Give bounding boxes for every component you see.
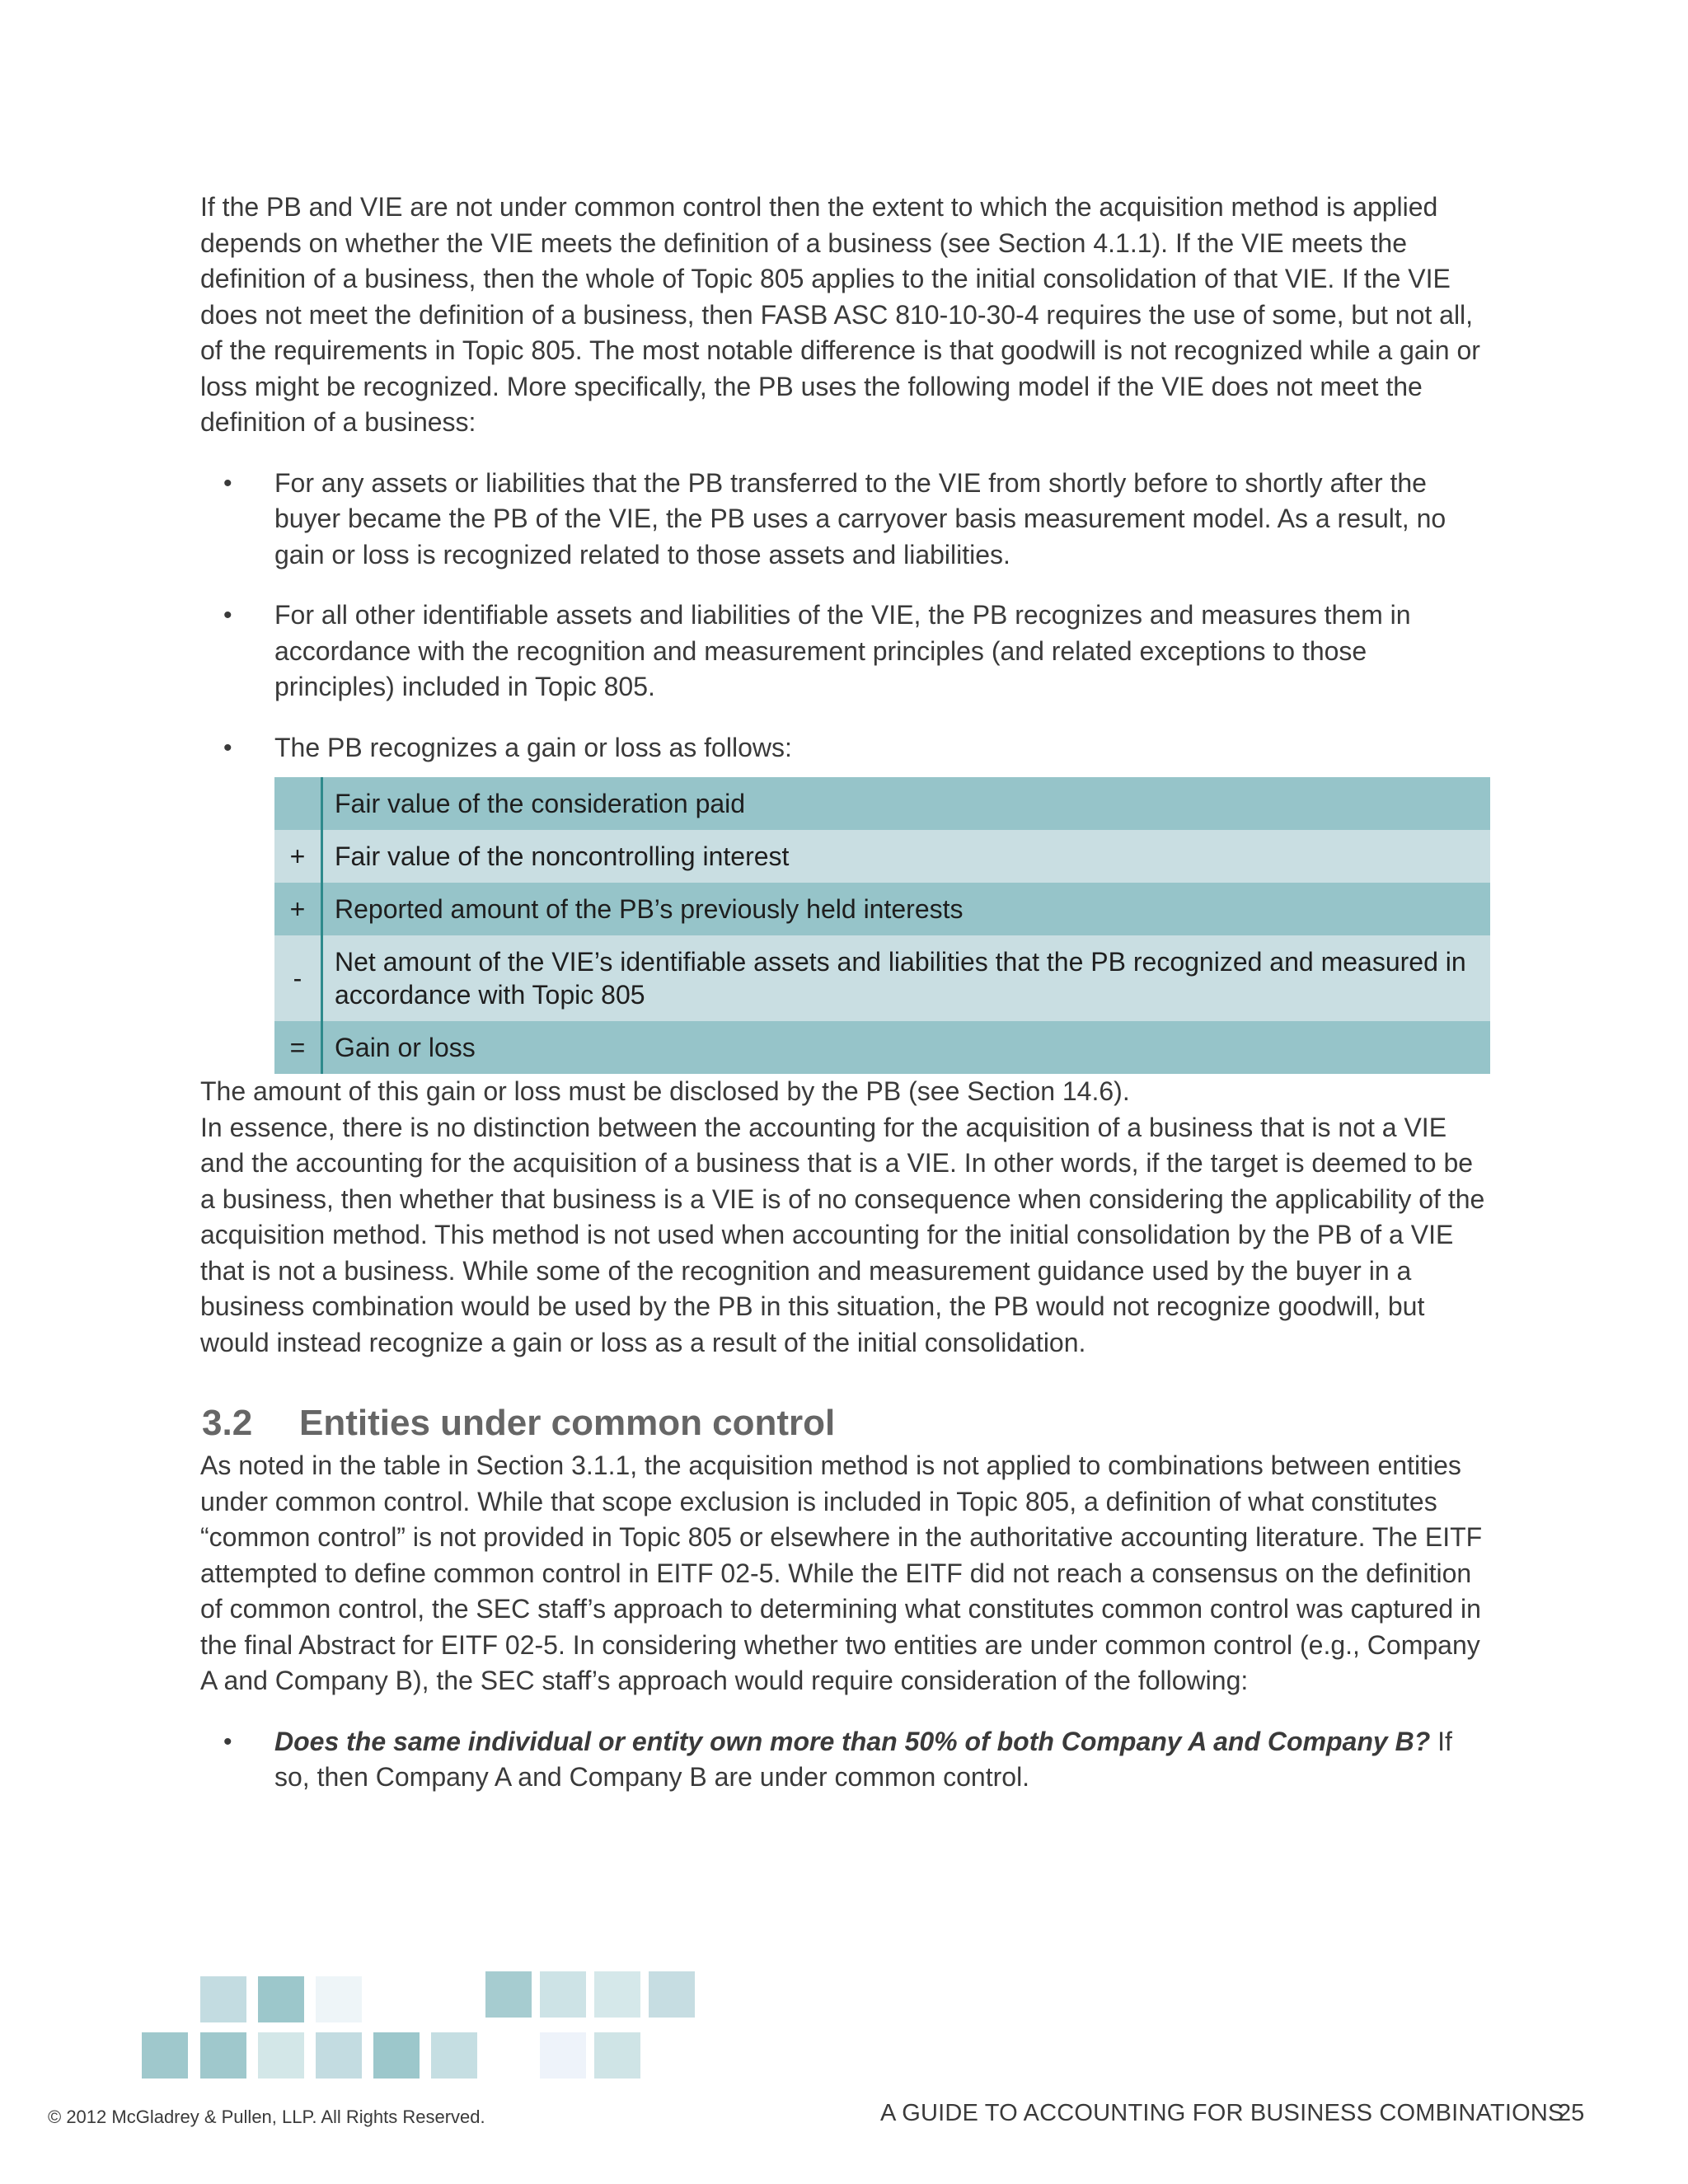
bullet-icon: • [223,733,232,762]
guide-title: A GUIDE TO ACCOUNTING FOR BUSINESS COMBINATIONS [880,2100,1564,2126]
decor-square [373,2032,420,2079]
model-bullet-list [200,466,1490,766]
decor-square [316,1976,362,2022]
section-title: Entities under common control [299,1403,836,1443]
bullet-icon: • [223,469,232,497]
intro-paragraph: If the PB and VIE are not under common control then the extent to which the acquisition method is applied depends on whether the VIE meets the definition of a business (see Section 4.1.1). If the VIE meets the definition of a business, then the whole of Topic 805 applies to the initial consolidation of that VIE. If the VIE does not meet the definition of a business, then FASB ASC 810-10-30-4 requires the use of some, but not all, of the requirements in Topic 805. The most notable difference is that goodwill is not recognized while a gain or loss might be recognized. More specifically, the PB uses the following model if the VIE does not meet the definition of a business: [200,192,1480,437]
operator-cell: + [274,883,322,935]
copyright-notice: © 2012 McGladrey & Pullen, LLP. All Rights Reserved. [48,2107,485,2127]
bullet-question: Does the same individual or entity own more than 50% of both Company A and Company B? [274,1726,1431,1756]
bullet-text: The PB recognizes a gain or loss as follows: [274,732,792,762]
row-text: Gain or loss [322,1021,1491,1074]
decor-square [200,1976,246,2022]
decor-square [142,2032,188,2079]
row-text: Reported amount of the PB’s previously held interests [322,883,1491,935]
table-row [274,830,1490,883]
bullet-text: For all other identifiable assets and liabilities of the VIE, the PB recognizes and measures them in accordance with the recognition and measurement principles (and related exceptions to those principles) included in Topic 805. [274,600,1411,701]
section-heading [200,1399,1490,1448]
decor-square [594,1971,640,2018]
operator-cell: = [274,1021,322,1074]
decor-square [316,2032,362,2079]
essence-paragraph: In essence, there is no distinction between the accounting for the acquisition of a business that is not a VIE and the accounting for the acquisition of a business that is a VIE. In other words, if the target is deemed to be a business, then whether that business is a VIE is of no consequence when considering the applicability of the acquisition method. This method is not used when accounting for the initial consolidation by the PB of a VIE that is not a business. While some of the recognition and measurement guidance used by the buyer in a business combination would be used by the PB in this situation, the PB would not recognize goodwill, but would instead recognize a gain or loss as a result of the initial consolidation. [200,1112,1485,1357]
table-row [274,935,1490,1021]
table-row [274,777,1490,830]
decor-square [258,2032,304,2079]
list-item [200,466,1490,574]
page-number: 25 [1558,2100,1585,2126]
operator-cell: + [274,830,322,883]
decor-square [649,1971,695,2018]
disclosure-note: The amount of this gain or loss must be disclosed by the PB (see Section 14.6). [200,1076,1130,1106]
decor-square [594,2032,640,2079]
decor-square [540,1971,586,2018]
bullet-answer: If so, then Company A and Company B are under common control. [274,1726,1452,1792]
list-item [200,730,1490,766]
table-row [274,1021,1490,1074]
decor-square [200,2032,246,2079]
list-item [200,598,1490,705]
operator-cell: - [274,935,322,1021]
page-content [200,190,1490,1796]
bullet-icon: • [223,1727,232,1755]
list-item [200,1724,1490,1796]
operator-cell [274,777,322,830]
row-text: Net amount of the VIE’s identifiable assets and liabilities that the PB recognized and measured in accordance with Topic 805 [322,935,1491,1021]
decor-square [431,2032,477,2079]
decor-square [540,2032,586,2079]
gain-loss-table [274,777,1490,1074]
common-control-bullet-list [200,1724,1490,1796]
decor-square [485,1971,532,2018]
section-number: 3.2 [202,1403,253,1443]
decor-square [258,1976,304,2022]
row-text: Fair value of the noncontrolling interest [322,830,1491,883]
table-row [274,883,1490,935]
bullet-text: For any assets or liabilities that the PB transferred to the VIE from shortly before to shortly after the buyer became the PB of the VIE, the PB uses a carryover basis measurement model. As a result, no gain or loss is recognized related to those assets and liabilities. [274,467,1447,569]
section-paragraph: As noted in the table in Section 3.1.1, the acquisition method is not applied to combinations between entities under common control. While that scope exclusion is included in Topic 805, a definition of what constitutes “common control” is not provided in Topic 805 or elsewhere in the authoritative accounting literature. The EITF attempted to define common control in EITF 02-5. While the EITF did not reach a consensus on the definition of common control, the SEC staff’s approach to determining what constitutes common control was captured in the final Abstract for EITF 02-5. In considering whether two entities are under common control (e.g., Company A and Company B), the SEC staff’s approach would require consideration of the following: [200,1451,1483,1695]
bullet-icon: • [223,602,232,629]
row-text: Fair value of the consideration paid [322,777,1491,830]
